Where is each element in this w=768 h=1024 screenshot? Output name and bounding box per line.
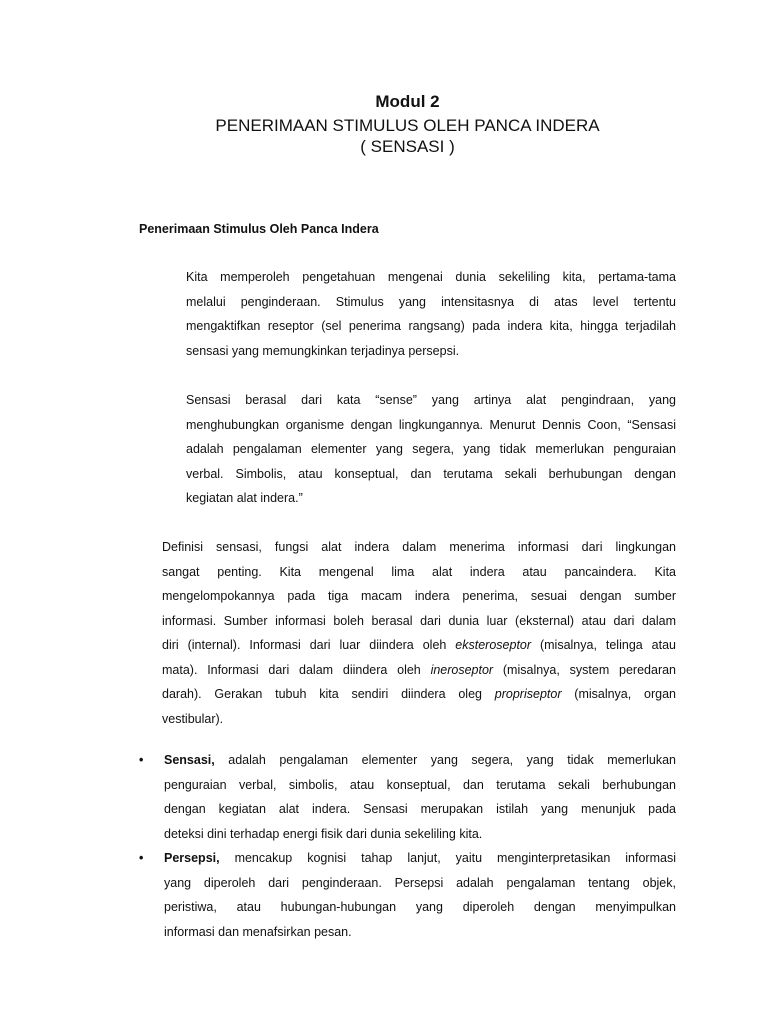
text-run: diri (internal). Informasi dari luar diindera oleh [162, 638, 456, 652]
text-run: mata). Informasi dari dalam diindera oleh [162, 662, 431, 677]
paragraph-3-line: mengelompokannya pada tiga macam indera penerima, sesuai dengan sumber [162, 589, 676, 603]
text-run: (misalnya, organ [561, 687, 677, 701]
list-item-line: deteksi dini terhadap energi fisik dari dunia sekeliling kita. [164, 826, 483, 841]
paragraph-2-line: menghubungkan organisme dengan lingkungannya. Menurut Dennis Coon, “Sensasi [186, 417, 676, 432]
list-item-line [164, 748, 676, 773]
paragraph-3-line: sangat penting. Kita mengenal lima alat indera atau pancaindera. Kita [162, 564, 676, 579]
paragraph-3-line [139, 633, 676, 658]
paragraph-3 [139, 535, 676, 731]
list-item-line: yang diperoleh dari penginderaan. Persepsi adalah pengalaman tentang objek, [164, 875, 676, 890]
paragraph-1-line: melalui penginderaan. Stimulus yang intensitasnya di atas level tertentu [186, 294, 676, 309]
term-eksteroseptor: eksteroseptor [455, 638, 532, 652]
list-item-line: informasi dan menafsirkan pesan. [164, 924, 352, 939]
list-item-line: peristiwa, atau hubungan-hubungan yang diperoleh dengan menyimpulkan [164, 900, 676, 914]
paragraph-1-line: sensasi yang memungkinkan terjadinya persepsi. [186, 343, 460, 358]
bullet-icon: • [139, 753, 144, 767]
page-subtitle: ( SENSASI ) [360, 137, 455, 156]
module-label: Modul 2 [375, 92, 440, 111]
bullet-icon: • [139, 851, 144, 865]
section-heading: Penerimaan Stimulus Oleh Panca Indera [139, 222, 379, 236]
paragraph-3-line: Definisi sensasi, fungsi alat indera dalam menerima informasi dari lingkungan [162, 540, 676, 554]
text-run: (misalnya, telinga atau [531, 638, 676, 652]
paragraph-1-line: mengaktifkan reseptor (sel penerima rangsang) pada indera kita, hingga terjadilah [186, 319, 676, 333]
paragraph-3-line: informasi. Sumber informasi boleh berasal dari dunia luar (eksternal) atau dari dalam [162, 613, 676, 628]
paragraph-3-line: vestibular). [162, 711, 224, 726]
list-item-persepsi [139, 846, 676, 944]
paragraph-1 [139, 265, 676, 363]
definition-list [139, 748, 676, 944]
paragraph-1-line: Kita memperoleh pengetahuan mengenai dunia sekeliling kita, pertama-tama [186, 270, 676, 284]
paragraph-2 [139, 388, 676, 511]
text-run: adalah pengalaman elementer yang segera, yang tidak memerlukan [214, 753, 676, 767]
text-run: (misalnya, system peredaran [493, 662, 677, 677]
list-item-line: penguraian verbal, simbolis, atau konseptual, dan terutama sekali berhubungan [164, 777, 676, 792]
paragraph-3-line [139, 682, 676, 707]
paragraph-3-line [139, 658, 676, 683]
page-title: PENERIMAAN STIMULUS OLEH PANCA INDERA [215, 116, 600, 135]
term-sensasi: Sensasi, [164, 753, 215, 767]
paragraph-2-line: verbal. Simbolis, atau konseptual, dan terutama sekali berhubungan dengan [186, 466, 676, 481]
paragraph-2-line: Sensasi berasal dari kata “sense” yang artinya alat pengindraan, yang [186, 393, 676, 407]
text-run: darah). Gerakan tubuh kita sendiri diindera oleg [162, 687, 495, 701]
list-item-line: dengan kegiatan alat indera. Sensasi merupakan istilah yang menunjuk pada [164, 802, 676, 816]
term-ineroseptor: ineroseptor [430, 662, 494, 677]
paragraph-2-line: adalah pengalaman elementer yang segera, yang tidak memerlukan penguraian [186, 442, 676, 456]
list-item-line [164, 846, 676, 871]
term-persepsi: Persepsi, [164, 851, 220, 865]
term-propriseptor: propriseptor [494, 687, 562, 701]
text-run: mencakup kognisi tahap lanjut, yaitu menginterpretasikan informasi [219, 851, 676, 865]
list-item-sensasi [139, 748, 676, 846]
paragraph-2-line: kegiatan alat indera.” [186, 491, 303, 505]
